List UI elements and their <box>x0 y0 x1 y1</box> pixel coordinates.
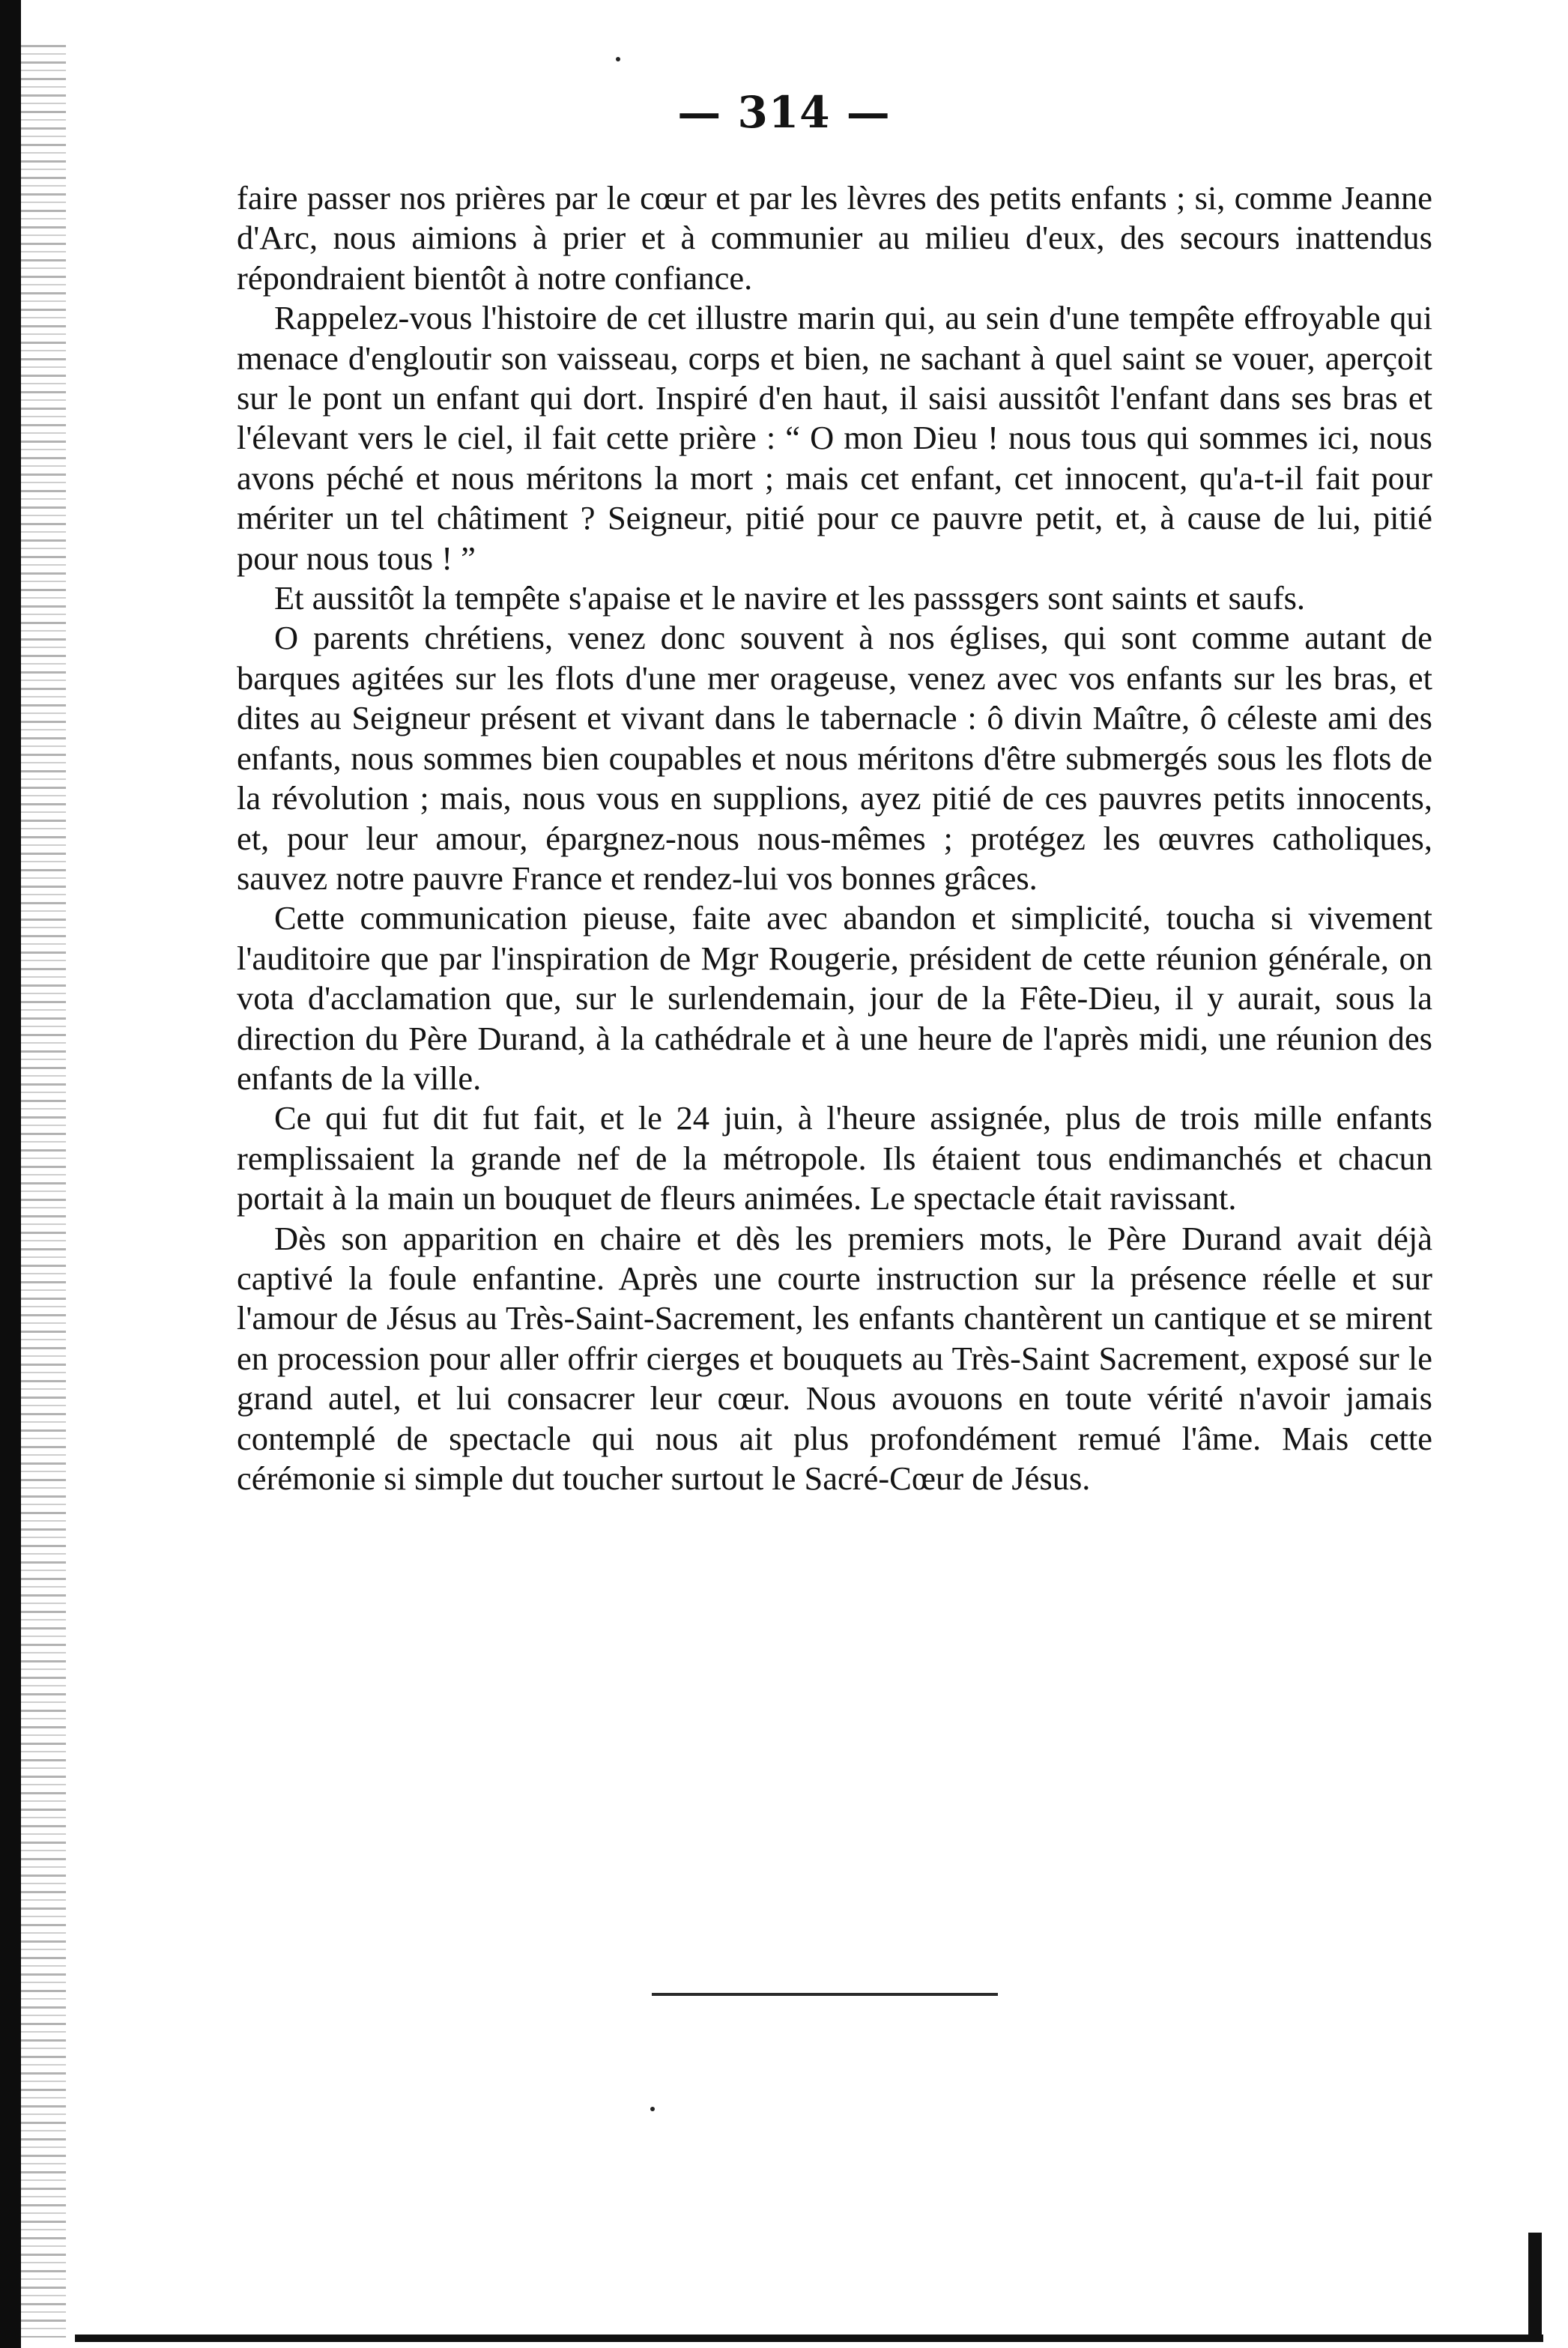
page-bottom-edge <box>75 2335 1543 2342</box>
binding-edge <box>0 0 21 2348</box>
paragraph: O parents chrétiens, venez donc souvent à nos églises, qui sont comme autant de barques agitées sur les flots d'une mer orageuse, venez avec vos enfants sur les bras, et dites au Seigneur présent et vivant dans le tabernacle : ô divin Maître, ô céleste ami des enfants, nous sommes bien coupables et nous méritons d'être submergés sous les flots de la révolution ; mais, nous vous en supplions, ayez pitié de ces pauvres petits innocents, et, pour leur amour, épargnez-nous nous-mêmes ; protégez les œuvres catholiques, sauvez notre pauvre France et rendez-lui vos bonnes grâces. <box>237 619 1432 897</box>
ink-speck <box>616 57 620 61</box>
paragraph: Cette communication pieuse, faite avec abandon et simplicité, toucha si vivement l'auditoire que par l'inspiration de Mgr Rougerie, président de cette réunion générale, on vota d'acclamation que, sur le surlendemain, jour de la Fête-Dieu, il y aurait, sous la direction du Père Durand, à la cathédrale et à une heure de l'après midi, une réunion des enfants de la ville. <box>237 899 1432 1097</box>
paragraph: Et aussitôt la tempête s'apaise et le navire et les passsgers sont saints et saufs. <box>274 579 1306 617</box>
paragraph: Dès son apparition en chaire et dès les premiers mots, le Père Durand avait déjà captivé la foule enfantine. Après une courte instruction sur la présence réelle et sur l'amour de Jésus au Très-Saint-Sacrement, les enfants chantèrent un cantique et se mirent en procession pour aller offrir cierges et bouquets au Très-Saint Sacrement, exposé sur le grand autel, et lui consacrer leur cœur. Nous avouons en toute vérité n'avoir jamais contemplé de spectacle qui nous ait plus profondément remué l'âme. Mais cette cérémonie si simple dut toucher surtout le Sacré-Cœur de Jésus. <box>237 1219 1432 1497</box>
ink-speck <box>650 2107 655 2111</box>
page-number: — 314 — <box>677 87 891 138</box>
binding-edge-shadow <box>21 45 66 2338</box>
paragraph: faire passer nos prières par le cœur et par les lèvres des petits enfants ; si, comme Jeanne d'Arc, nous aimions à prier et à communier au milieu d'eux, des secours inattendus répondraient bientôt à notre confiance. <box>237 179 1432 297</box>
section-divider <box>652 1993 998 1996</box>
paragraph: Rappelez-vous l'histoire de cet illustre marin qui, au sein d'une tempête effroyable qui menace d'engloutir son vaisseau, corps et bien, ne sachant à quel saint se vouer, aperçoit sur le pont un enfant qui dort. Inspiré d'en haut, il saisi aussitôt l'enfant dans ses bras et l'élevant vers le ciel, il fait cette prière : “ O mon Dieu ! nous tous qui sommes ici, nous avons péché et nous méritons la mort ; mais cet enfant, cet innocent, qu'a-t-il fait pour mériter un tel châtiment ? Seigneur, pitié pour ce pauvre petit, et, à cause de lui, pitié pour nous tous ! ” <box>237 299 1432 577</box>
body-text <box>237 178 1432 1498</box>
paragraph: Ce qui fut dit fut fait, et le 24 juin, à l'heure assignée, plus de trois mille enfants remplissaient la grande nef de la métropole. Ils étaient tous endimanchés et chacun portait à la main un bouquet de fleurs animées. Le spectacle était ravissant. <box>237 1099 1432 1217</box>
page-corner-edge <box>1528 2233 1542 2342</box>
